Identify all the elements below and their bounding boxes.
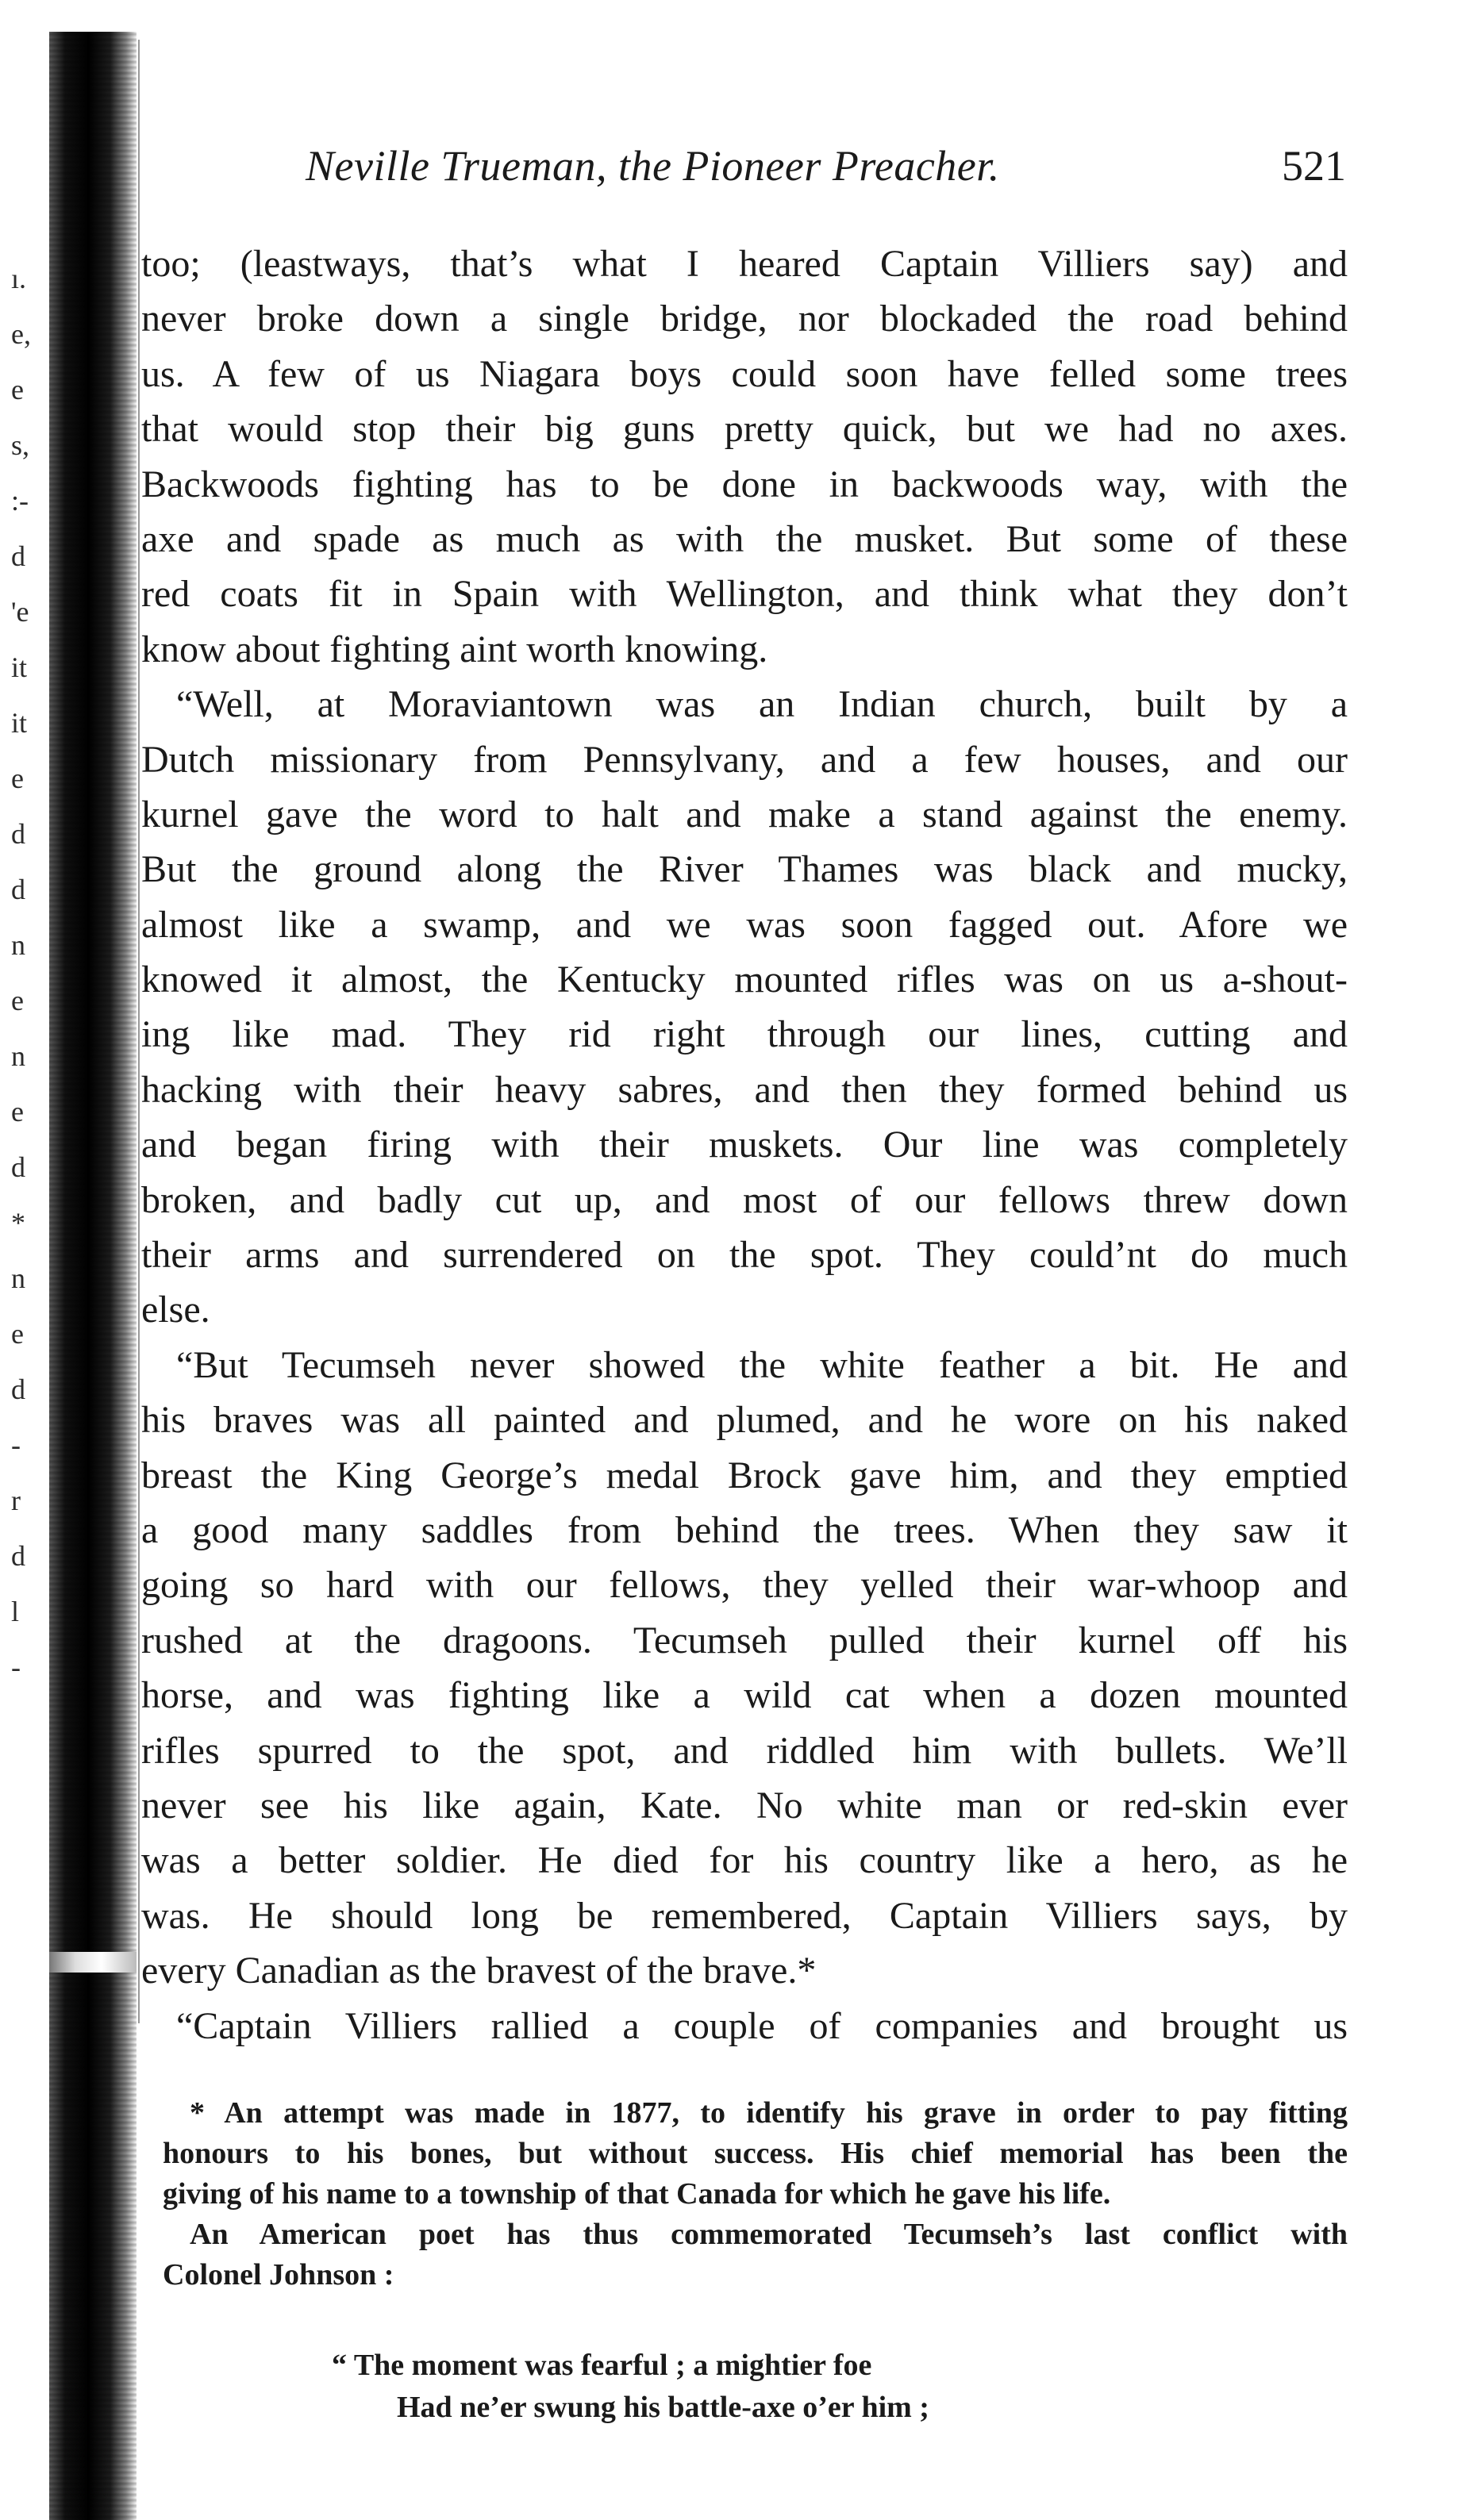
bleed-through-glyph: it — [11, 651, 28, 683]
body-line: Dutch missionary from Pennsylvany, and a few houses, and our — [141, 738, 1348, 781]
body-line: their arms and surrendered on the spot. They could’nt do much — [141, 1234, 1348, 1277]
bleed-through-column — [0, 262, 75, 2087]
bleed-through-glyph: ı. — [11, 263, 27, 294]
bleed-through-glyph: e — [11, 985, 24, 1016]
running-title: Neville Trueman, the Pioneer Preacher. — [306, 142, 1000, 190]
bleed-through-glyph: it — [11, 707, 28, 739]
body-line: hacking with their heavy sabres, and then they formed behind us — [141, 1068, 1348, 1111]
poem-line: “ The moment was fearful ; a mightier foe — [332, 2349, 872, 2382]
bleed-through-glyph: - — [11, 1429, 21, 1461]
bleed-through-glyph: n — [11, 929, 25, 961]
footnotes — [163, 2093, 1348, 2295]
bleed-through-glyph: e — [11, 1096, 24, 1127]
body-line: ing like mad. They rid right through our lines, cutting and — [141, 1013, 1348, 1056]
body-line: never see his like again, Kate. No white man or red-skin ever — [141, 1784, 1348, 1827]
body-line: know about fighting aint worth knowing. — [141, 628, 768, 670]
body-line: “Captain Villiers rallied a couple of companies and brought us — [176, 2004, 1348, 2047]
body-line: kurnel gave the word to halt and make a stand against the enemy. — [141, 793, 1348, 836]
bleed-through-glyph: d — [11, 874, 25, 905]
body-line: rifles spurred to the spot, and riddled him with bullets. We’ll — [141, 1729, 1348, 1772]
body-line: knowed it almost, the Kentucky mounted rifles was on us a-shout- — [141, 958, 1348, 1001]
body-line: his braves was all painted and plumed, and he wore on his naked — [141, 1399, 1348, 1442]
page-number: 521 — [1282, 142, 1346, 190]
bleed-through-glyph: d — [11, 818, 25, 850]
bleed-through-glyph: l — [11, 1596, 20, 1627]
body-line: a good many saddles from behind the trees. When they saw it — [141, 1508, 1348, 1551]
body-line: that would stop their big guns pretty quick, but we had no axes. — [141, 408, 1348, 451]
body-line: never broke down a single bridge, nor blockaded the road behind — [141, 298, 1348, 340]
body-line: “But Tecumseh never showed the white feather a bit. He and — [176, 1343, 1348, 1386]
body-line: breast the King George’s medal Brock gave him, and they emptied — [141, 1454, 1348, 1496]
bleed-through-glyph: 'e — [11, 596, 29, 628]
body-line: and began firing with their muskets. Our line was completely — [141, 1124, 1348, 1166]
bleed-through-glyph: e, — [11, 318, 31, 350]
body-line: going so hard with our fellows, they yelled their war-whoop and — [141, 1564, 1348, 1607]
footnote-line: * An attempt was made in 1877, to identify his grave in order to pay fitting — [190, 2096, 1348, 2130]
footnote-line: An American poet has thus commemorated Tecumseh’s last conflict with — [190, 2218, 1348, 2251]
body-line: rushed at the dragoons. Tecumseh pulled their kurnel off his — [141, 1619, 1348, 1661]
body-line: almost like a swamp, and we was soon fagged out. Afore we — [141, 903, 1348, 946]
footnote-line: honours to his bones, but without success. His chief memorial has been the — [163, 2137, 1348, 2170]
bleed-through-glyph: n — [11, 1040, 25, 1072]
footnote-poem — [332, 2345, 929, 2429]
bleed-through-glyph: d — [11, 1540, 25, 1572]
body-line: “Well, at Moraviantown was an Indian church, built by a — [176, 683, 1348, 726]
bleed-through-glyph: e — [11, 763, 24, 794]
body-line: was a better soldier. He died for his country like a hero, as he — [141, 1839, 1348, 1882]
body-line: horse, and was fighting like a wild cat when a dozen mounted — [141, 1674, 1348, 1717]
footnote-line: Colonel Johnson : — [163, 2258, 394, 2291]
body-line: broken, and badly cut up, and most of our fellows threw down — [141, 1178, 1348, 1221]
bleed-through-glyph: d — [11, 1373, 25, 1405]
body-line: too; (leastways, that’s what I heared Captain Villiers say) and — [141, 243, 1348, 285]
bleed-through-glyph: s, — [11, 429, 30, 461]
body-line: was. He should long be remembered, Captain Villiers says, by — [141, 1894, 1348, 1937]
body-text — [141, 236, 1348, 2053]
bleed-through-glyph: r — [11, 1485, 21, 1516]
bleed-through-glyph: :- — [11, 485, 29, 517]
body-line: But the ground along the River Thames was black and mucky, — [141, 848, 1348, 891]
bleed-through-glyph: - — [11, 1651, 21, 1683]
footnote-line: giving of his name to a township of that Canada for which he gave his life. — [163, 2177, 1111, 2211]
bleed-through-glyph: e — [11, 374, 24, 405]
poem-line: Had ne’er swung his battle-axe o’er him ; — [397, 2391, 929, 2424]
body-line: every Canadian as the bravest of the brave.* — [141, 1950, 817, 1992]
bleed-through-glyph: e — [11, 1318, 24, 1350]
body-line: axe and spade as much as with the musket. But some of these — [141, 517, 1348, 560]
page-edge-line — [138, 40, 140, 2023]
bleed-through-glyph: * — [11, 1207, 25, 1239]
body-line: us. A few of us Niagara boys could soon have felled some trees — [141, 352, 1348, 395]
bleed-through-glyph: d — [11, 1151, 25, 1183]
body-line: else. — [141, 1289, 210, 1331]
body-line: red coats fit in Spain with Wellington, and think what they don’t — [141, 573, 1348, 616]
bleed-through-glyph: n — [11, 1262, 25, 1294]
body-line: Backwoods fighting has to be done in backwoods way, with the — [141, 463, 1348, 505]
bleed-through-glyph: d — [11, 540, 25, 572]
